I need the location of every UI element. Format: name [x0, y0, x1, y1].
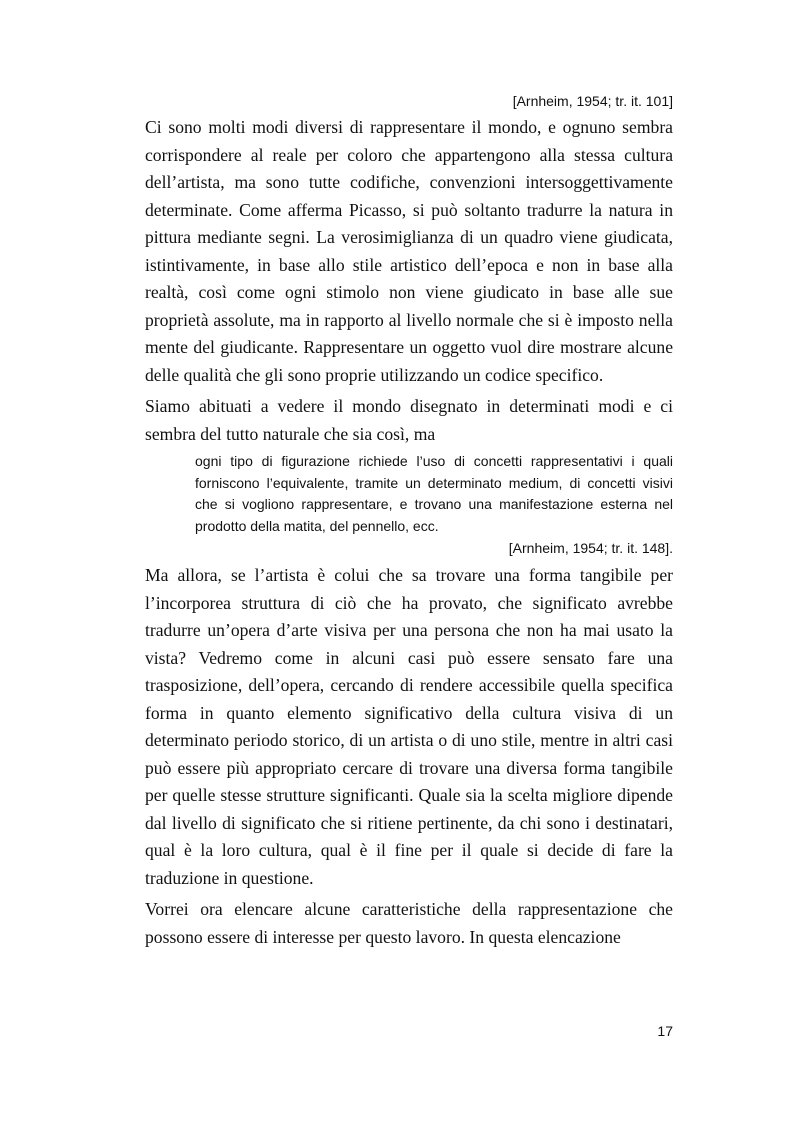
paragraph-2: Siamo abituati a vedere il mondo disegnato in determinati modi e ci sembra del tutto naturale che sia così, ma — [145, 396, 673, 444]
block-quote-citation: [Arnheim, 1954; tr. it. 148]. — [508, 540, 673, 557]
citation-top: [Arnheim, 1954; tr. it. 101] — [512, 93, 673, 109]
block-quote: ogni tipo di figurazione richiede l’uso di concetti rappresentativi i quali forniscono l’equivalente, tramite un determinato medium, di concetti visivi che si vogliono rappresentare, e trovano una manifestazione esterna nel prodotto della matita, del pennello, ecc. — [195, 453, 673, 534]
page-body — [145, 92, 673, 951]
page-number: 17 — [657, 1023, 673, 1039]
paragraph-4: Vorrei ora elencare alcune caratteristiche della rappresentazione che possono essere di interesse per questo lavoro. In questa elencazione — [145, 899, 673, 947]
paragraph-3: Ma allora, se l’artista è colui che sa trovare una forma tangibile per l’incorporea struttura di ciò che ha provato, che significato avrebbe tradurre un’opera d’arte visiva per una persona che non ha mai usato la vista? Vedremo come in alcuni casi può essere sensato fare una trasposizione, dell’opera, cercando di rendere accessibile quella specifica forma in quanto elemento significativo della cultura visiva di un determinato periodo storico, di un artista o di uno stile, mentre in altri casi può essere più appropriato cercare di trovare una diversa forma tangibile per quelle stesse strutture significanti. Quale sia la scelta migliore dipende dal livello di significato che si ritiene pertinente, da chi sono i destinatari, qual è la loro cultura, qual è il fine per il quale si decide di fare la traduzione in questione. — [145, 565, 673, 888]
paragraph-1: Ci sono molti modi diversi di rappresentare il mondo, e ognuno sembra corrispondere al reale per coloro che appartengono alla stessa cultura dell’artista, ma sono tutte codifiche, convenzioni intersoggettivamente determinate. Come afferma Picasso, si può soltanto tradurre la natura in pittura mediante segni. La verosimiglianza di un quadro viene giudicata, istintivamente, in base allo stile artistico dell’epoca e non in base alla realtà, così come ogni stimolo non viene giudicato in base alle sue proprietà assolute, ma in rapporto al livello normale che si è imposto nella mente del giudicante. Rappresentare un oggetto vuol dire mostrare alcune delle qualità che gli sono proprie utilizzando un codice specifico. — [145, 117, 673, 385]
